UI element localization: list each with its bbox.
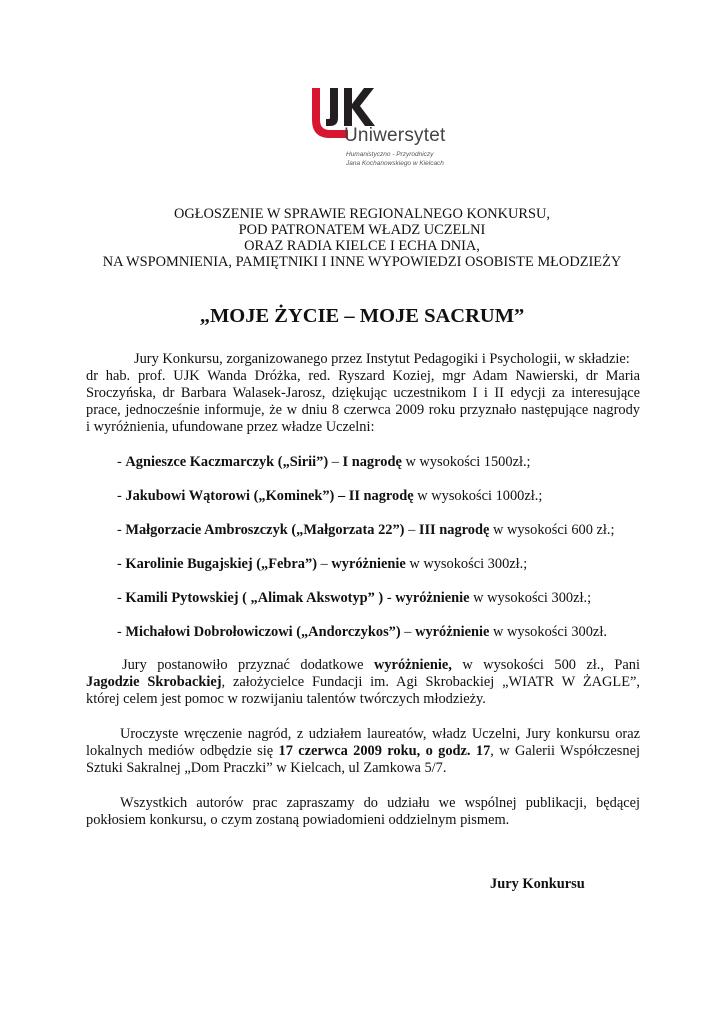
ceremony-line-3: Sztuki Sakralnej „Dom Praczki” w Kielcach, ul Zamkowa 5/7. <box>86 760 447 776</box>
university-logo <box>308 84 458 174</box>
extra-line-3: której celem jest pomoc w rozwijaniu talentów twórczych młodzieży. <box>86 691 486 707</box>
ceremony-line-1: Uroczyste wręczenie nagród, z udziałem laureatów, władz Uczelni, Jury konkursu oraz <box>120 726 640 742</box>
extra-line-2: Jagodzie Skrobackiej, założycielce Fundacji im. Agi Skrobackiej „WIATR W ŻAGLE”, <box>86 674 640 690</box>
ceremony-line-2: lokalnych mediów odbędzie się 17 czerwca 2009 roku, o godz. 17, w Galerii Współczesnej <box>86 743 640 759</box>
award-item: - Michałowi Dobrołowiczowi („Andorczykos”) – wyróżnienie w wysokości 300zł. <box>117 624 607 640</box>
invite-line-2: pokłosiem konkursu, o czym zostaną powiadomieni oddzielnym pismem. <box>86 812 510 828</box>
award-item: - Agnieszce Kaczmarczyk („Sirii”) – I nagrodę w wysokości 1500zł.; <box>117 454 531 470</box>
extra-line-1: Jury postanowiło przyznać dodatkowe wyróżnienie, w wysokości 500 zł., Pani <box>122 657 640 673</box>
award-item: - Jakubowi Wątorowi („Kominek”) – II nagrodę w wysokości 1000zł.; <box>117 488 543 504</box>
invite-line-1: Wszystkich autorów prac zapraszamy do udziału we wspólnej publikacji, będącej <box>120 795 640 811</box>
award-item: - Małgorzacie Ambroszczyk („Małgorzata 22”) – III nagrodę w wysokości 600 zł.; <box>117 522 615 538</box>
header-line-1: OGŁOSZENIE W SPRAWIE REGIONALNEGO KONKURSU, <box>173 206 551 222</box>
header-line-3: ORAZ RADIA KIELCE I ECHA DNIA, <box>244 238 480 254</box>
intro-line-4: prace, jednocześnie informuje, że w dniu 8 czerwca 2009 roku przyznało następujące nagrody <box>86 402 640 418</box>
logo-word: Uniwersytet <box>344 125 446 146</box>
header-line-2: POD PATRONATEM WŁADZ UCZELNI <box>238 222 486 238</box>
award-item: - Karolinie Bugajskiej („Febra”) – wyróżnienie w wysokości 300zł.; <box>117 556 528 572</box>
intro-line-1: Jury Konkursu, zorganizowanego przez Instytut Pedagogiki i Psychologii, w składzie: <box>134 351 630 367</box>
logo-subtitle-1: Humanistyczno - Przyrodniczy <box>346 151 434 158</box>
signature: Jury Konkursu <box>490 876 585 892</box>
intro-line-5: i wyróżnienia, ufundowane przez władze Uczelni: <box>86 419 375 435</box>
contest-title: „MOJE ŻYCIE – MOJE SACRUM” <box>199 305 525 327</box>
intro-line-3: Sroczyńska, dr Barbara Walasek-Jarosz, dziękując uczestnikom I i II edycji za interesujące <box>86 385 640 401</box>
logo-subtitle-2: Jana Kochanowskiego w Kielcach <box>346 160 444 167</box>
award-item: - Kamili Pytowskiej ( „Alimak Akswotyp” ) - wyróżnienie w wysokości 300zł.; <box>117 590 592 606</box>
header-line-4: NA WSPOMNIENIA, PAMIĘTNIKI I INNE WYPOWIEDZI OSOBISTE MŁODZIEŻY <box>102 254 622 270</box>
intro-line-2: dr hab. prof. UJK Wanda Dróżka, red. Ryszard Koziej, mgr Adam Nawierski, dr Maria <box>86 368 640 384</box>
